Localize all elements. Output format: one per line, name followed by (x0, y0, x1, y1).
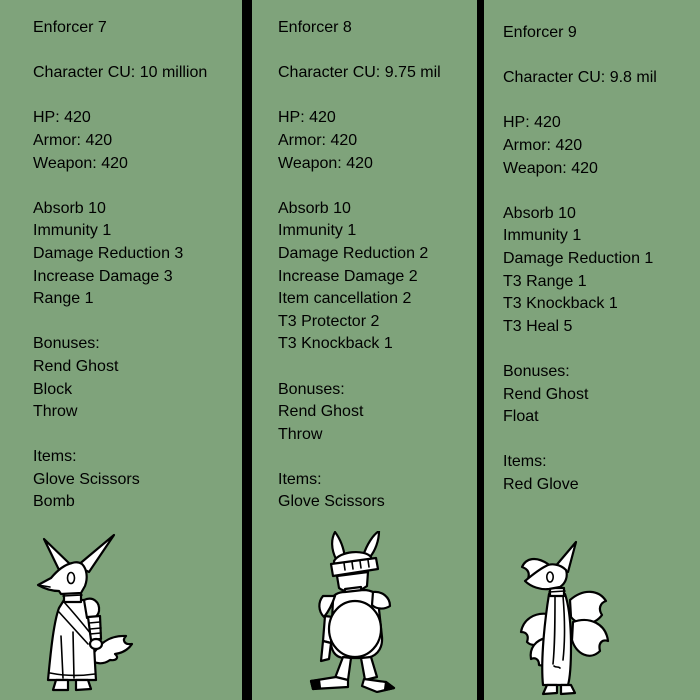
abilities-list (503, 203, 657, 339)
panel-enforcer-7 (33, 17, 207, 514)
character-cu-line: Character CU: 10 million (33, 64, 208, 82)
bonus-line: Throw (33, 403, 78, 421)
divider-bar-1 (242, 0, 252, 700)
bonuses-label: Bonuses: (503, 362, 570, 380)
character-title: Enforcer 8 (278, 19, 352, 36)
ability-line: T3 Protector 2 (278, 312, 380, 330)
bonus-line: Rend Ghost (503, 385, 589, 403)
stats-list (503, 112, 657, 180)
bonus-line: Float (503, 408, 539, 426)
item-line: Red Glove (503, 475, 579, 493)
bonuses-list (33, 356, 207, 424)
stat-line: Weapon: 420 (278, 154, 373, 172)
stat-line: Armor: 420 (33, 131, 113, 149)
stat-line: HP: 420 (278, 109, 336, 127)
bonus-line: Rend Ghost (33, 357, 119, 375)
items-label: Items: (503, 453, 547, 471)
ability-line: Increase Damage 3 (33, 267, 173, 285)
ability-line: Absorb 10 (503, 204, 576, 222)
item-line: Glove Scissors (278, 493, 385, 511)
ability-line: Absorb 10 (278, 199, 351, 217)
items-label: Items: (278, 470, 322, 488)
bonuses-list (503, 384, 657, 429)
ability-line: Range 1 (33, 290, 94, 308)
ability-line: Increase Damage 2 (278, 267, 418, 285)
enforcer-7-fox-monk-sprite-icon (35, 532, 140, 692)
character-cu-line: Character CU: 9.75 mil (278, 64, 441, 82)
stats-list (278, 107, 441, 175)
divider-bar-2 (477, 0, 484, 700)
ability-line: Damage Reduction 1 (503, 249, 654, 267)
ability-line: T3 Knockback 1 (278, 335, 393, 353)
panel-enforcer-9 (503, 22, 657, 496)
ability-line: Damage Reduction 3 (33, 244, 184, 262)
bonus-line: Block (33, 380, 73, 398)
enforcer-8-armored-knight-sprite-icon (298, 531, 410, 693)
character-cu-line: Character CU: 9.8 mil (503, 69, 657, 87)
ability-line: Damage Reduction 2 (278, 244, 429, 262)
bonuses-list (278, 401, 441, 446)
item-line: Glove Scissors (33, 470, 140, 488)
bonuses-label: Bonuses: (278, 380, 345, 398)
stat-line: Armor: 420 (503, 136, 583, 154)
stat-line: HP: 420 (33, 109, 91, 127)
items-list (278, 491, 441, 514)
bonus-line: Rend Ghost (278, 403, 364, 421)
item-line: Bomb (33, 493, 75, 511)
ability-line: Item cancellation 2 (278, 290, 412, 308)
character-title: Enforcer 9 (503, 24, 577, 41)
panel-enforcer-8 (278, 17, 441, 514)
items-label: Items: (33, 448, 77, 466)
ability-line: T3 Knockback 1 (503, 295, 618, 313)
stats-list (33, 107, 207, 175)
ability-line: Immunity 1 (33, 222, 112, 240)
ability-line: T3 Heal 5 (503, 317, 573, 335)
ability-line: T3 Range 1 (503, 272, 587, 290)
ability-line: Immunity 1 (503, 227, 582, 245)
abilities-list (278, 198, 441, 356)
stat-line: HP: 420 (503, 114, 561, 132)
abilities-list (33, 198, 207, 311)
ability-line: Absorb 10 (33, 199, 106, 217)
stat-line: Armor: 420 (278, 131, 358, 149)
bonuses-label: Bonuses: (33, 335, 100, 353)
stat-line: Weapon: 420 (33, 154, 128, 172)
items-list (33, 469, 207, 514)
character-title: Enforcer 7 (33, 19, 107, 36)
stat-line: Weapon: 420 (503, 159, 598, 177)
bonus-line: Throw (278, 425, 323, 443)
items-list (503, 474, 657, 497)
ability-line: Immunity 1 (278, 222, 357, 240)
enforcer-9-multi-tailed-fox-sprite-icon (518, 538, 618, 696)
